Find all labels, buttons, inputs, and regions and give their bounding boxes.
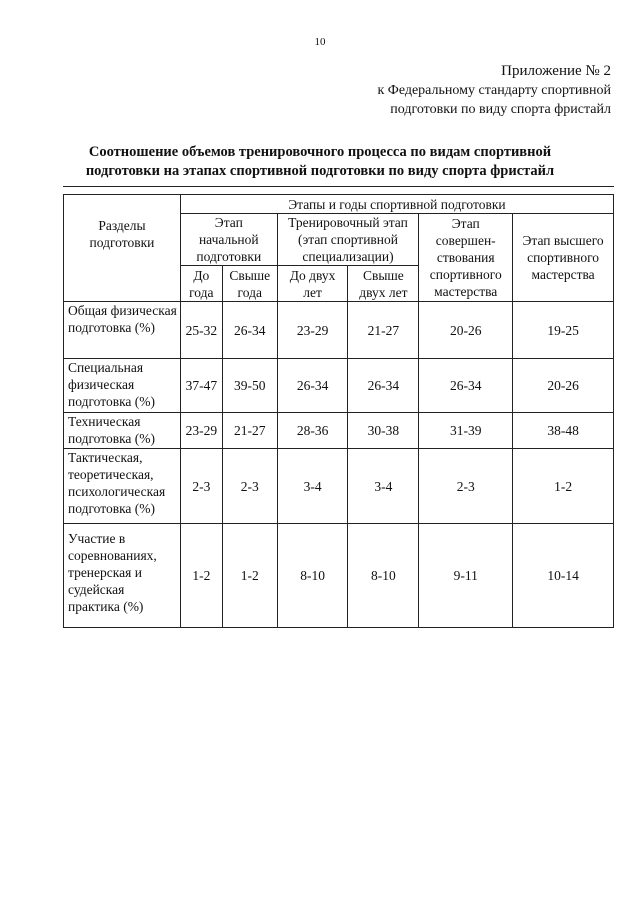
appendix-line-2: к Федеральному стандарту спортивной [377, 83, 611, 98]
cell-value: 8-10 [277, 524, 348, 628]
table-row [64, 524, 614, 628]
cell-value: 10-14 [513, 524, 614, 628]
cell-value: 26-34 [419, 359, 513, 413]
sub-training-1: До двух лет [277, 266, 348, 302]
cell-value: 26-34 [348, 359, 419, 413]
table-row [64, 302, 614, 359]
cell-value: 2-3 [419, 449, 513, 524]
table-header-row-1 [64, 195, 614, 214]
sections-header: Разделы подготовки [64, 195, 181, 302]
cell-value: 1-2 [222, 524, 277, 628]
title-line-2: подготовки на этапах спортивной подготовки по виду спорта фристайл [85, 163, 555, 179]
cell-value: 20-26 [513, 359, 614, 413]
cell-value: 31-39 [419, 413, 513, 449]
cell-value: 37-47 [180, 359, 222, 413]
cell-value: 3-4 [348, 449, 419, 524]
table-row [64, 449, 614, 524]
stages-header: Этапы и годы спортивной подготовки [180, 195, 613, 214]
cell-value: 8-10 [348, 524, 419, 628]
appendix-line-1: Приложение № 2 [501, 63, 611, 79]
title-line-1: Соотношение объемов тренировочного процесса по видам спортивной [88, 144, 552, 160]
cell-value: 1-2 [513, 449, 614, 524]
sub-initial-2: Свыше года [222, 266, 277, 302]
row-label: Специальная физическая подготовка (%) [64, 359, 181, 413]
table-row [64, 413, 614, 449]
row-label: Участие в соревнованиях, тренерская и судейская практика (%) [64, 524, 181, 628]
table-top-rule [63, 186, 614, 187]
document-title [40, 143, 600, 181]
training-ratio-table [63, 194, 614, 628]
stage-initial-header: Этап начальной подготовки [180, 214, 277, 266]
cell-value: 9-11 [419, 524, 513, 628]
appendix-heading [377, 62, 611, 119]
cell-value: 21-27 [348, 302, 419, 359]
cell-value: 2-3 [180, 449, 222, 524]
stage-training-header: Тренировочный этап (этап спортивной специализации) [277, 214, 419, 266]
stage-improvement-header: Этап совершен-ствования спортивного мастерства [419, 214, 513, 302]
row-label: Тактическая, теоретическая, психологическая подготовка (%) [64, 449, 181, 524]
cell-value: 26-34 [277, 359, 348, 413]
cell-value: 25-32 [180, 302, 222, 359]
cell-value: 21-27 [222, 413, 277, 449]
cell-value: 26-34 [222, 302, 277, 359]
row-label: Техническая подготовка (%) [64, 413, 181, 449]
cell-value: 38-48 [513, 413, 614, 449]
cell-value: 19-25 [513, 302, 614, 359]
cell-value: 23-29 [180, 413, 222, 449]
cell-value: 39-50 [222, 359, 277, 413]
stage-highest-header: Этап высшего спортивного мастерства [513, 214, 614, 302]
page-number: 10 [314, 36, 326, 48]
cell-value: 2-3 [222, 449, 277, 524]
row-label: Общая физическая подготовка (%) [64, 302, 181, 359]
cell-value: 3-4 [277, 449, 348, 524]
table-row [64, 359, 614, 413]
cell-value: 30-38 [348, 413, 419, 449]
cell-value: 23-29 [277, 302, 348, 359]
cell-value: 1-2 [180, 524, 222, 628]
sub-training-2: Свыше двух лет [348, 266, 419, 302]
appendix-line-3: подготовки по виду спорта фристайл [390, 102, 611, 117]
sub-initial-1: До года [180, 266, 222, 302]
cell-value: 28-36 [277, 413, 348, 449]
cell-value: 20-26 [419, 302, 513, 359]
